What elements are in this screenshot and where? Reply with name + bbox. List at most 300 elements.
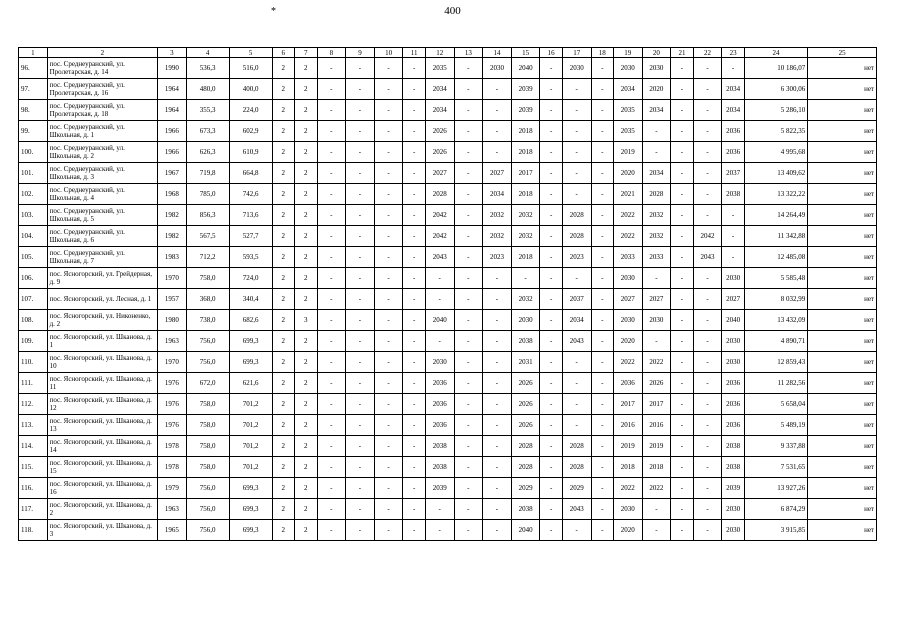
table-cell: 2032	[642, 226, 671, 247]
table-cell: 2035	[613, 121, 642, 142]
table-cell: -	[540, 331, 562, 352]
table-cell: 368,0	[186, 289, 229, 310]
table-cell: 2018	[511, 247, 540, 268]
table-cell: 2034	[613, 79, 642, 100]
address-cell: пос. Среднеуранский, ул. Школьная, д. 5	[47, 205, 157, 226]
table-cell: -	[483, 142, 512, 163]
column-header-16: 16	[540, 48, 562, 58]
table-cell: 2	[272, 394, 294, 415]
table-cell: -	[454, 205, 483, 226]
address-cell: пос. Ясногорский, ул. Шканова, д. 16	[47, 478, 157, 499]
table-cell: 2	[272, 415, 294, 436]
table-cell: 2027	[425, 163, 454, 184]
table-cell: 1970	[158, 268, 187, 289]
table-cell: -	[591, 100, 613, 121]
table-cell: -	[540, 310, 562, 331]
table-cell: 701,2	[229, 394, 272, 415]
table-cell: 701,2	[229, 415, 272, 436]
table-cell: -	[454, 478, 483, 499]
table-cell: 2	[272, 226, 294, 247]
table-row	[19, 436, 877, 457]
table-cell: 6 874,29	[744, 499, 807, 520]
table-cell: 2030	[613, 58, 642, 79]
table-cell: -	[374, 373, 403, 394]
table-cell: -	[483, 100, 512, 121]
table-cell: 2029	[511, 478, 540, 499]
table-cell: -	[483, 478, 512, 499]
table-cell: -	[403, 520, 425, 541]
table-cell: 1976	[158, 394, 187, 415]
table-cell: -	[540, 163, 562, 184]
table-cell: 2039	[722, 478, 744, 499]
table-cell: -	[403, 289, 425, 310]
table-cell: нет	[808, 331, 877, 352]
table-cell: -	[454, 436, 483, 457]
row-number-cell: 108.	[19, 310, 48, 331]
table-cell: 1982	[158, 226, 187, 247]
table-cell: -	[540, 415, 562, 436]
row-number-cell: 113.	[19, 415, 48, 436]
table-cell: -	[346, 100, 375, 121]
table-cell: 4 995,68	[744, 142, 807, 163]
table-row	[19, 58, 877, 79]
table-cell: 2035	[425, 58, 454, 79]
column-header-9: 9	[346, 48, 375, 58]
table-cell: 699,3	[229, 520, 272, 541]
table-cell: нет	[808, 121, 877, 142]
table-cell: 2020	[613, 331, 642, 352]
address-cell: пос. Ясногорский, ул. Шканова, д. 14	[47, 436, 157, 457]
table-cell: -	[403, 121, 425, 142]
table-cell: нет	[808, 373, 877, 394]
table-cell: -	[671, 310, 693, 331]
table-cell: -	[591, 415, 613, 436]
table-cell: 2030	[722, 499, 744, 520]
table-cell: -	[693, 373, 722, 394]
table-cell: -	[317, 121, 346, 142]
table-cell: 1968	[158, 184, 187, 205]
address-cell: пос. Ясногорский, ул. Грейдерная, д. 9	[47, 268, 157, 289]
table-cell: -	[642, 268, 671, 289]
table-cell: -	[483, 352, 512, 373]
table-cell: -	[540, 520, 562, 541]
table-cell: -	[540, 394, 562, 415]
table-cell: 2042	[693, 226, 722, 247]
table-cell: 2	[295, 58, 317, 79]
table-cell: нет	[808, 163, 877, 184]
table-cell: 2038	[511, 499, 540, 520]
table-cell: -	[693, 163, 722, 184]
table-cell: 2026	[425, 121, 454, 142]
table-cell: -	[693, 499, 722, 520]
table-cell: -	[346, 205, 375, 226]
table-cell: 14 264,49	[744, 205, 807, 226]
table-cell: 2	[295, 436, 317, 457]
table-cell: -	[562, 373, 591, 394]
row-number-cell: 106.	[19, 268, 48, 289]
table-cell: -	[317, 184, 346, 205]
table-cell: 2	[295, 394, 317, 415]
table-cell: -	[562, 184, 591, 205]
table-cell: нет	[808, 352, 877, 373]
table-cell: 2022	[642, 352, 671, 373]
table-cell: 1967	[158, 163, 187, 184]
table-cell: -	[317, 247, 346, 268]
table-cell: 2043	[562, 499, 591, 520]
table-cell: -	[591, 352, 613, 373]
table-cell: -	[374, 331, 403, 352]
table-cell: -	[591, 331, 613, 352]
table-cell: 2036	[425, 373, 454, 394]
table-cell: -	[346, 268, 375, 289]
column-header-1: 1	[19, 48, 48, 58]
table-cell: 2042	[425, 205, 454, 226]
table-cell: -	[671, 205, 693, 226]
table-cell: 2016	[642, 415, 671, 436]
table-row	[19, 352, 877, 373]
table-cell: 1990	[158, 58, 187, 79]
table-cell: -	[374, 142, 403, 163]
table-cell: -	[540, 184, 562, 205]
table-cell: 2034	[722, 100, 744, 121]
table-cell: -	[346, 79, 375, 100]
table-cell: 3 915,85	[744, 520, 807, 541]
table-cell: 2038	[722, 436, 744, 457]
table-cell: 2	[272, 58, 294, 79]
table-cell: 2030	[613, 310, 642, 331]
table-cell: -	[346, 184, 375, 205]
table-cell: -	[483, 268, 512, 289]
table-cell: 340,4	[229, 289, 272, 310]
table-cell: -	[317, 331, 346, 352]
table-cell: -	[693, 289, 722, 310]
table-cell: 2039	[511, 79, 540, 100]
table-cell: 856,3	[186, 205, 229, 226]
table-cell: 2036	[722, 415, 744, 436]
table-cell: -	[671, 352, 693, 373]
table-cell: 1983	[158, 247, 187, 268]
table-cell: 2026	[511, 394, 540, 415]
table-cell: 2028	[511, 436, 540, 457]
table-cell: -	[540, 100, 562, 121]
table-cell: 2018	[511, 121, 540, 142]
table-cell: -	[403, 163, 425, 184]
table-cell: -	[374, 205, 403, 226]
row-number-cell: 100.	[19, 142, 48, 163]
table-cell: 2030	[483, 58, 512, 79]
table-row	[19, 100, 877, 121]
table-row	[19, 373, 877, 394]
table-cell: 11 342,88	[744, 226, 807, 247]
row-number-cell: 114.	[19, 436, 48, 457]
table-cell: -	[317, 415, 346, 436]
table-cell: -	[403, 268, 425, 289]
table-cell: -	[693, 394, 722, 415]
table-cell: -	[403, 205, 425, 226]
table-cell: 5 658,04	[744, 394, 807, 415]
table-cell: 2026	[511, 415, 540, 436]
table-cell: -	[374, 79, 403, 100]
table-cell: 2	[272, 352, 294, 373]
table-cell: -	[540, 205, 562, 226]
table-cell: 2036	[425, 394, 454, 415]
table-cell: -	[454, 163, 483, 184]
table-cell: 699,3	[229, 499, 272, 520]
row-number-cell: 110.	[19, 352, 48, 373]
table-cell: -	[483, 79, 512, 100]
table-cell: -	[346, 331, 375, 352]
table-cell: -	[540, 457, 562, 478]
table-cell: 2026	[642, 373, 671, 394]
table-cell: 13 409,62	[744, 163, 807, 184]
table-cell: 2031	[511, 352, 540, 373]
row-number-cell: 117.	[19, 499, 48, 520]
table-cell: -	[454, 268, 483, 289]
table-cell: 2032	[511, 226, 540, 247]
table-cell: 758,0	[186, 457, 229, 478]
table-cell: 2021	[613, 184, 642, 205]
table-cell: -	[591, 184, 613, 205]
table-cell: 701,2	[229, 457, 272, 478]
table-cell: 2017	[642, 394, 671, 415]
column-header-15: 15	[511, 48, 540, 58]
table-cell: 664,8	[229, 163, 272, 184]
table-cell: -	[642, 331, 671, 352]
table-cell: 756,0	[186, 478, 229, 499]
table-cell: -	[317, 436, 346, 457]
table-cell: 2	[272, 499, 294, 520]
table-cell: -	[540, 499, 562, 520]
table-cell: 758,0	[186, 394, 229, 415]
table-cell: 758,0	[186, 268, 229, 289]
table-cell: -	[425, 289, 454, 310]
table-cell: -	[540, 289, 562, 310]
table-cell: -	[346, 415, 375, 436]
table-cell: -	[374, 58, 403, 79]
table-cell: -	[693, 205, 722, 226]
table-cell: -	[562, 79, 591, 100]
row-number-cell: 101.	[19, 163, 48, 184]
table-cell: 701,2	[229, 436, 272, 457]
table-cell: 13 432,09	[744, 310, 807, 331]
address-cell: пос. Среднеуранский, ул. Школьная, д. 7	[47, 247, 157, 268]
table-cell: 2034	[642, 100, 671, 121]
table-cell: 2	[272, 121, 294, 142]
table-cell: -	[671, 184, 693, 205]
table-cell: -	[454, 247, 483, 268]
table-cell: -	[317, 394, 346, 415]
table-cell: 2034	[562, 310, 591, 331]
table-cell: 2040	[425, 310, 454, 331]
table-cell: нет	[808, 58, 877, 79]
table-cell: -	[454, 331, 483, 352]
table-cell: 2016	[613, 415, 642, 436]
table-cell: 2	[272, 268, 294, 289]
address-cell: пос. Среднеуранский, ул. Школьная, д. 3	[47, 163, 157, 184]
table-cell: -	[317, 163, 346, 184]
table-cell: -	[693, 520, 722, 541]
table-cell: -	[483, 436, 512, 457]
table-cell: -	[540, 478, 562, 499]
table-cell: 2042	[425, 226, 454, 247]
table-cell: -	[346, 247, 375, 268]
table-cell: 2	[295, 226, 317, 247]
table-row	[19, 184, 877, 205]
table-cell: -	[483, 520, 512, 541]
table-cell: -	[591, 268, 613, 289]
address-cell: пос. Ясногорский, ул. Шканова, д. 3	[47, 520, 157, 541]
table-cell: -	[317, 478, 346, 499]
table-cell: -	[693, 142, 722, 163]
table-cell: -	[317, 499, 346, 520]
table-cell: -	[540, 79, 562, 100]
table-cell: 2030	[722, 268, 744, 289]
table-cell: -	[483, 121, 512, 142]
table-cell: 13 322,22	[744, 184, 807, 205]
stray-mark: *	[271, 6, 276, 17]
table-cell: 699,3	[229, 352, 272, 373]
table-cell: 1980	[158, 310, 187, 331]
row-number-cell: 115.	[19, 457, 48, 478]
table-cell: -	[374, 100, 403, 121]
table-body	[19, 58, 877, 541]
table-cell: -	[693, 79, 722, 100]
table-cell: 2038	[425, 457, 454, 478]
table-cell: 355,3	[186, 100, 229, 121]
table-cell: нет	[808, 205, 877, 226]
table-cell: 672,0	[186, 373, 229, 394]
address-cell: пос. Ясногорский, ул. Шканова, д. 12	[47, 394, 157, 415]
table-cell: 2038	[722, 457, 744, 478]
table-cell: 2030	[425, 352, 454, 373]
table-cell: 2030	[562, 58, 591, 79]
table-cell: 2	[272, 247, 294, 268]
table-cell: 2030	[722, 331, 744, 352]
table-cell: нет	[808, 478, 877, 499]
table-cell: -	[374, 289, 403, 310]
table-cell: -	[671, 247, 693, 268]
table-cell: 5 585,48	[744, 268, 807, 289]
table-cell: 1976	[158, 415, 187, 436]
table-cell: 2	[272, 205, 294, 226]
table-cell: 713,6	[229, 205, 272, 226]
table-cell: -	[374, 478, 403, 499]
table-cell: 2	[295, 184, 317, 205]
column-header-10: 10	[374, 48, 403, 58]
table-cell: -	[403, 310, 425, 331]
table-cell: -	[403, 226, 425, 247]
table-cell: -	[346, 499, 375, 520]
table-cell: 2038	[425, 436, 454, 457]
table-cell: 2	[295, 79, 317, 100]
table-cell: -	[483, 373, 512, 394]
table-cell: -	[454, 520, 483, 541]
table-cell: 2043	[425, 247, 454, 268]
address-cell: пос. Ясногорский, ул. Никоненко, д. 2	[47, 310, 157, 331]
table-cell: -	[562, 520, 591, 541]
table-cell: -	[562, 142, 591, 163]
table-cell: -	[374, 520, 403, 541]
table-cell: 1966	[158, 121, 187, 142]
table-cell: -	[591, 373, 613, 394]
table-cell: -	[540, 373, 562, 394]
table-cell: 480,0	[186, 79, 229, 100]
table-cell: 2	[295, 352, 317, 373]
table-cell: 2040	[722, 310, 744, 331]
table-cell: -	[693, 310, 722, 331]
column-header-6: 6	[272, 48, 294, 58]
table-cell: -	[591, 142, 613, 163]
table-cell: -	[591, 79, 613, 100]
column-header-14: 14	[483, 48, 512, 58]
table-cell: -	[403, 478, 425, 499]
table-cell: -	[722, 58, 744, 79]
table-cell: -	[642, 142, 671, 163]
table-cell: 2037	[562, 289, 591, 310]
table-cell: 2034	[483, 184, 512, 205]
table-cell: 2	[295, 205, 317, 226]
table-cell: 785,0	[186, 184, 229, 205]
table-cell: -	[671, 415, 693, 436]
table-cell: -	[454, 79, 483, 100]
table-cell: 756,0	[186, 331, 229, 352]
table-cell: -	[346, 226, 375, 247]
table-cell: 2037	[722, 163, 744, 184]
column-header-23: 23	[722, 48, 744, 58]
table-row	[19, 205, 877, 226]
table-cell: 2034	[642, 163, 671, 184]
table-cell: -	[483, 457, 512, 478]
table-cell: -	[671, 520, 693, 541]
table-cell: 2030	[613, 268, 642, 289]
table-cell: -	[591, 163, 613, 184]
table-cell: -	[317, 457, 346, 478]
table-cell: -	[591, 226, 613, 247]
table-cell: -	[693, 100, 722, 121]
table-cell: 2	[272, 184, 294, 205]
table-row	[19, 226, 877, 247]
table-cell: -	[671, 436, 693, 457]
table-cell: -	[317, 58, 346, 79]
table-cell: -	[540, 436, 562, 457]
address-cell: пос. Среднеуранский, ул. Пролетарская, д. 14	[47, 58, 157, 79]
table-cell: -	[425, 268, 454, 289]
table-cell: -	[591, 205, 613, 226]
table-cell: 2	[272, 100, 294, 121]
table-cell: -	[374, 436, 403, 457]
table-cell: -	[562, 163, 591, 184]
address-cell: пос. Ясногорский, ул. Лесная, д. 1	[47, 289, 157, 310]
table-cell: -	[671, 142, 693, 163]
table-row	[19, 310, 877, 331]
table-cell: -	[374, 394, 403, 415]
table-cell: 11 282,56	[744, 373, 807, 394]
table-cell: -	[591, 436, 613, 457]
table-cell: нет	[808, 142, 877, 163]
table-cell: -	[671, 226, 693, 247]
table-cell: -	[693, 478, 722, 499]
table-row	[19, 289, 877, 310]
table-row	[19, 394, 877, 415]
table-cell: 2	[295, 457, 317, 478]
table-cell: 2028	[511, 457, 540, 478]
table-cell: 2	[295, 520, 317, 541]
table-cell: -	[722, 247, 744, 268]
table-cell: -	[374, 352, 403, 373]
table-cell: -	[317, 268, 346, 289]
table-cell: -	[722, 205, 744, 226]
table-cell: -	[671, 478, 693, 499]
